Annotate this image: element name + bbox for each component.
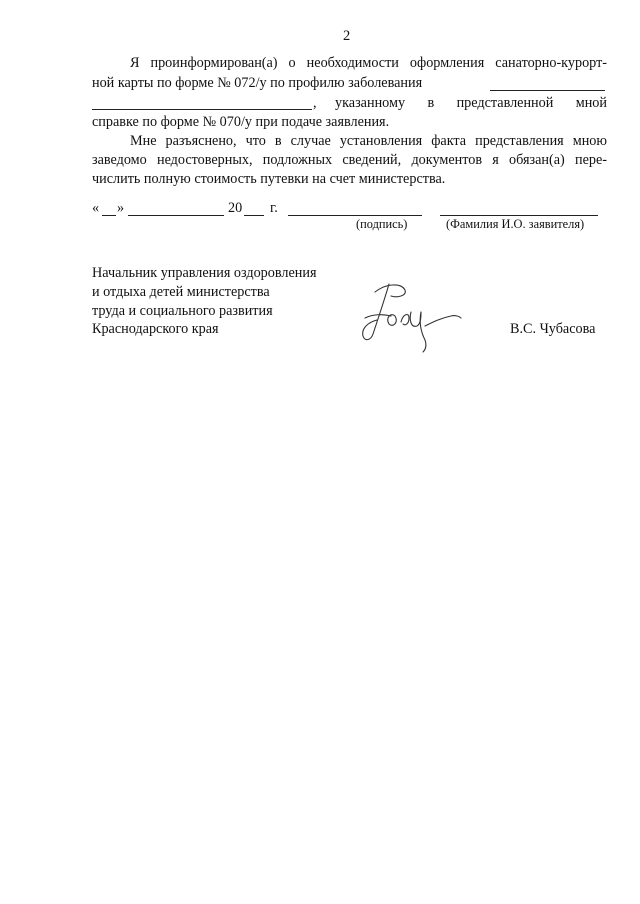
- year-suffix: г.: [270, 200, 278, 216]
- paragraph-explained-line-2: заведомо недостоверных, подложных сведений, документов я обязан(а) пере-: [92, 152, 607, 168]
- year-blank: [244, 215, 264, 216]
- paragraph-informed-line-2: ной карты по форме № 072/у по профилю заболевания: [92, 75, 423, 91]
- paragraph-explained-line-1: Мне разъяснено, что в случае установления факта представления мною: [130, 133, 607, 149]
- official-title-line-3: труда и социального развития: [92, 303, 273, 319]
- paragraph-informed-line-3: указанному в представленной мной: [335, 95, 607, 111]
- official-title-line-2: и отдыха детей министерства: [92, 284, 270, 300]
- diagnosis-blank-line-1: [490, 90, 605, 91]
- comma: ,: [313, 95, 317, 111]
- signature-blank: [288, 215, 422, 216]
- day-blank: [102, 215, 116, 216]
- open-quote: «: [92, 200, 100, 216]
- paragraph-informed-line-1: Я проинформирован(а) о необходимости оформления санаторно-курорт-: [130, 55, 607, 71]
- month-blank: [128, 215, 224, 216]
- page-number: 2: [343, 28, 351, 44]
- year-prefix: 20: [228, 200, 243, 216]
- official-title-line-1: Начальник управления оздоровления: [92, 265, 317, 281]
- paragraph-explained-line-3: числить полную стоимость путевки на счет министерства.: [92, 171, 446, 187]
- official-title-line-4: Краснодарского края: [92, 321, 219, 337]
- paragraph-informed-line-4: справке по форме № 070/у при подаче заявления.: [92, 114, 390, 130]
- applicant-name-blank: [440, 215, 598, 216]
- diagnosis-blank-line-2: [92, 109, 312, 110]
- close-quote: »: [117, 200, 125, 216]
- signature-caption: (подпись): [356, 217, 408, 231]
- handwritten-signature: [355, 276, 465, 354]
- official-name: В.С. Чубасова: [510, 321, 596, 337]
- applicant-name-caption: (Фамилия И.О. заявителя): [446, 217, 585, 231]
